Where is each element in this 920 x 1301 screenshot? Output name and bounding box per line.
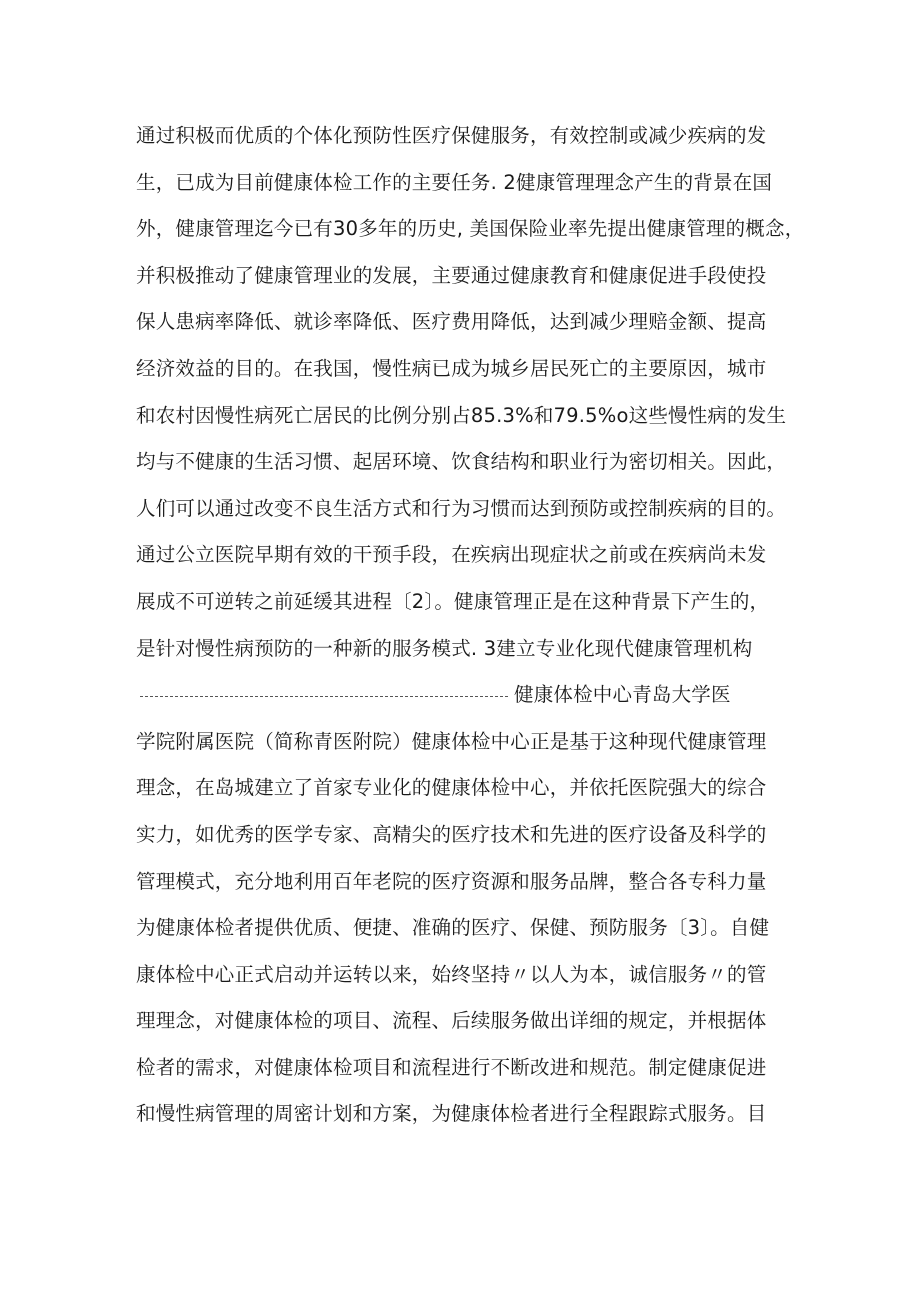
text-line: 和农村因慢性病死亡居民的比例分别占85.3%和79.5%o这些慢性病的发生 xyxy=(136,403,787,427)
text-line: 和慢性病管理的周密计划和方案，为健康体检者进行全程跟踪式服务。目 xyxy=(136,1102,767,1126)
text-line: 学院附属医院（简称青医附院）健康体检中心正是基于这种现代健康管理 xyxy=(136,729,767,753)
text-line: 并积极推动了健康管理业的发展，主要通过健康教育和健康促进手段使投 xyxy=(136,263,767,287)
separator-text: 健康体检中心青岛大学医 xyxy=(514,683,731,707)
separator-line xyxy=(136,672,796,719)
text-line: 是针对慢性病预防的一种新的服务模式. 3建立专业化现代健康管理机构 xyxy=(136,636,753,660)
text-line: 展成不可逆转之前延缓其进程〔2〕。健康管理正是在这种背景下产生的， xyxy=(136,589,770,613)
text-line: 生，已成为目前健康体检工作的主要任务. 2健康管理理念产生的背景在国 xyxy=(136,170,773,194)
text-line: 检者的需求，对健康体检项目和流程进行不断改进和规范。制定健康促进 xyxy=(136,1055,767,1079)
text-line: 人们可以通过改变不良生活方式和行为习惯而达到预防或控制疾病的目的。 xyxy=(136,496,787,520)
text-line: 保人患病率降低、就诊率降低、医疗费用降低，达到减少理赔金额、提高 xyxy=(136,310,767,334)
text-line: 经济效益的目的。在我国，慢性病已成为城乡居民死亡的主要原因，城市 xyxy=(136,356,767,380)
text-line: 通过积极而优质的个体化预防性医疗保健服务，有效控制或减少疾病的发 xyxy=(136,124,767,147)
text-line: 实力，如优秀的医学专家、高精尖的医疗技术和先进的医疗设备及科学的 xyxy=(136,822,767,846)
document-body xyxy=(136,113,805,1138)
text-line: 理理念，对健康体检的项目、流程、后续服务做出详细的规定，并根据体 xyxy=(136,1009,767,1033)
text-line: 康体检中心正式启动并运转以来，始终坚持〃以人为本，诚信服务〃的管 xyxy=(136,962,767,986)
text-line: 外，健康管理迄今已有30多年的历史, 美国保险业率先提出健康管理的概念， xyxy=(136,217,805,241)
text-line: 理念，在岛城建立了首家专业化的健康体检中心，并依托医院强大的综合 xyxy=(136,776,767,800)
text-line: 均与不健康的生活习惯、起居环境、饮食结构和职业行为密切相关。因此， xyxy=(136,450,787,474)
text-line: 为健康体检者提供优质、便捷、准确的医疗、保健、预防服务〔3〕。自健 xyxy=(136,916,770,940)
text-line: 通过公立医院早期有效的干预手段，在疾病出现症状之前或在疾病尚未发 xyxy=(136,543,767,567)
text-line: 管理模式，充分地利用百年老院的医疗资源和服务品牌，整合各专科力量 xyxy=(136,869,767,893)
dashed-rule xyxy=(140,696,508,697)
